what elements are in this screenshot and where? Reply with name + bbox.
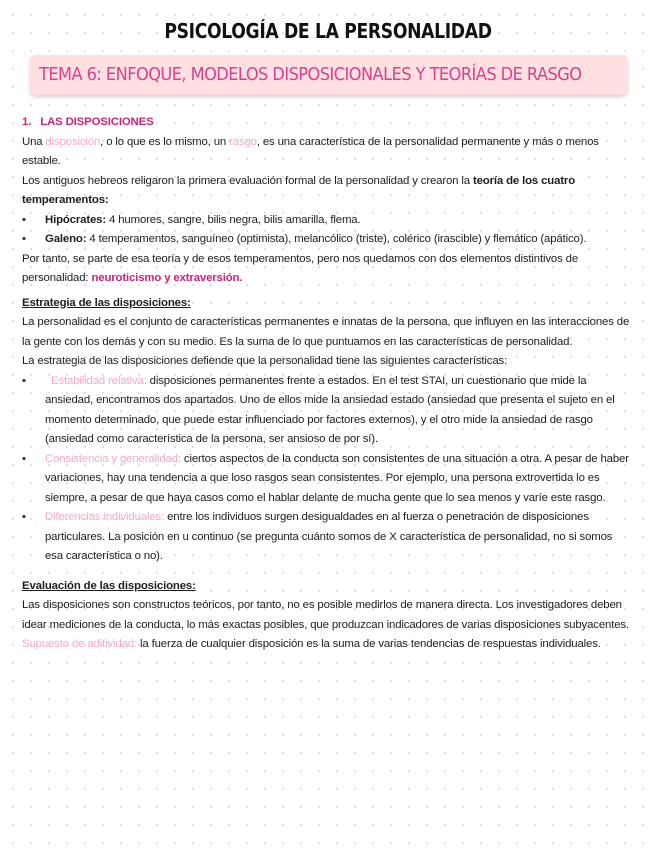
term-estabilidad: Estabilidad relativa: (51, 374, 147, 387)
paragraph-aditividad (22, 635, 630, 655)
text-run: , o lo que es lo mismo, un (100, 135, 230, 148)
highlight-elements: neuroticismo y extraversión. (91, 272, 243, 284)
bold-theory: teoría de los cuatro temperamentos: (22, 174, 576, 206)
heading-strategy: Estrategia de las disposiciones: (22, 296, 191, 309)
term-diferencias: Diferencias individuales: (45, 511, 165, 523)
paragraph-conclusion (22, 250, 630, 289)
term-aditividad: Supuesto de aditividad: (22, 638, 137, 650)
text-run: Los antiguos hebreos religaron la primera evaluación formal de la personalidad y crearon la (22, 174, 473, 187)
text-run: , es una característica de la personalidad permanente y más o menos estable. (22, 135, 599, 167)
list-item-diferencias (22, 508, 630, 567)
topic-banner (30, 55, 628, 95)
paragraph-evaluation: Las disposiciones son constructos teóricos, por tanto, no es posible medirlos de manera directa. Los investigadores deben idear mediciones de la conducta, lo más exactas posibles, que produzcan indicadores de varias disposiciones subyacentes. (22, 599, 629, 631)
text-run: Por tanto, se parte de esa teoría y de esos temperamentos, pero nos quedamos con dos elementos distintivos de personalidad: (22, 252, 579, 284)
section-title (22, 113, 630, 133)
list-item-text: disposiciones permanentes frente a estados. En el test STAI, un cuestionario que mide la ansiedad, encontramos dos apartados. Uno de ellos mide la ansiedad estado (ansiedad que presenta el sujeto en el momento determinado, que puede estar influenciado por factores externos), y el otro mide la ansiedad de rasgo (ansiedad como característica de la persona, ser ansioso de por sí). (45, 374, 615, 445)
paragraph-strategy: La estrategia de las disposiciones defiende que la personalidad tiene las siguientes características: (22, 355, 508, 367)
list-item-consistencia (22, 450, 630, 509)
heading-evaluation: Evaluación de las disposiciones: (22, 579, 196, 592)
bullet-icon: • (22, 452, 26, 465)
list-item-name: Galeno: (45, 233, 87, 245)
section-number: 1. (22, 116, 32, 128)
paragraph-aditividad-text: la fuerza de cualquier disposición es la suma de varias tendencias de respuestas individuales. (136, 638, 601, 650)
paragraph-personality: La personalidad es el conjunto de características permanentes e innatas de la persona, que influyen en las interacciones de la gente con los demás y con su medio. Es la suma de lo que puntuamos en las características de personalidad. (22, 316, 630, 348)
list-item-name: Hipócrates: (45, 213, 107, 226)
term-rasgo: rasgo (229, 135, 257, 148)
list-item-text: entre los individuos surgen desigualdades en al fuerza o penetración de disposiciones particulares. La posición en u continuo (se pregunta cuánto somos de X característica de personalidad, no si somos esa característica o no). (45, 511, 613, 562)
list-item-hipocrates (22, 211, 630, 231)
term-disposicion: disposición (45, 135, 101, 148)
term-consistencia: Consistencia y generalidad: (45, 452, 181, 465)
bullet-icon: • (22, 374, 26, 387)
paragraph-definition (22, 133, 630, 172)
bullet-icon: • (22, 233, 26, 245)
text-run: Una (22, 135, 46, 148)
bullet-icon: • (22, 511, 26, 523)
document-body (22, 113, 630, 655)
section-title-text: LAS DISPOSICIONES (40, 116, 154, 128)
list-item-text: ciertos aspectos de la conducta son consistentes de una situación a otra. A pesar de haber variaciones, hay una tendencia a que loso rasgos sean consistentes. Por ejemplo, una persona extrovertida lo es siempre, a pesar de que haya casos como el hablar delante de mucha gente que lo sea menos y varíe este rasgo. (45, 452, 629, 504)
list-item-text: 4 humores, sangre, bilis negra, bilis amarilla, flema. (106, 213, 361, 226)
paragraph-hebrews (22, 172, 630, 211)
list-item-text: 4 temperamentos, sanguíneo (optimista), melancólico (triste), colérico (irascible) y flemático (apático). (86, 233, 587, 245)
bullet-icon: • (22, 213, 26, 226)
list-item-galeno (22, 230, 630, 250)
topic-banner-title: TEMA 6: ENFOQUE, MODELOS DISPOSICIONALES Y TEORÍAS DE RASGO (39, 64, 582, 85)
page-title: PSICOLOGÍA DE LA PERSONALIDAD (164, 19, 492, 43)
list-item-estabilidad (22, 372, 630, 450)
